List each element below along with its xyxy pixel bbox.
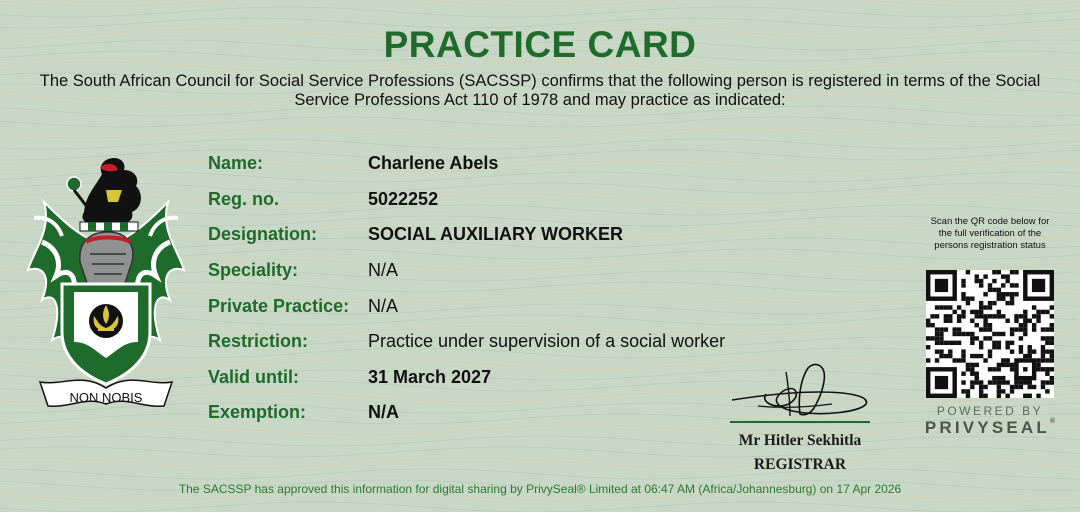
page-title: PRACTICE CARD	[383, 24, 697, 65]
field-row	[208, 146, 808, 182]
privyseal-brand-text: PRIVYSEAL	[924, 418, 1050, 437]
qr-instruction-line-2: the full verification of the	[938, 228, 1042, 239]
field-label: Designation:	[208, 224, 318, 245]
registrar-title: REGISTRAR	[753, 456, 847, 473]
field-label: Speciality:	[208, 260, 299, 281]
field-label: Private Practice:	[208, 295, 350, 316]
field-row	[208, 253, 808, 289]
footer-disclaimer: The SACSSP has approved this information for digital sharing by PrivySeal® Limited at 06:47 AM (Africa/Johannesburg) on 17 Apr 2026	[178, 482, 902, 496]
field-value: 5022252	[368, 188, 439, 209]
field-value: Practice under supervision of a social worker	[368, 331, 726, 352]
registrar-signature	[728, 360, 874, 424]
signature-line	[730, 421, 870, 423]
field-label: Valid until:	[208, 366, 300, 387]
field-value: 31 March 2027	[368, 366, 492, 387]
field-value: N/A	[368, 402, 399, 423]
qr-instructions	[915, 216, 1065, 252]
intro-line-2: Service Professions Act 110 of 1978 and may practice as indicated:	[294, 91, 786, 109]
field-value: Charlene Abels	[368, 153, 499, 174]
qr-code-icon[interactable]	[926, 270, 1054, 398]
registrar-name: Mr Hitler Sekhitla	[738, 432, 862, 449]
qr-instruction-line-3: persons registration status	[934, 240, 1046, 251]
field-value: N/A	[368, 260, 399, 281]
crest-motto: NON NOBIS	[69, 390, 143, 405]
field-row	[208, 360, 808, 396]
intro-line-1: The South African Council for Social Service Professions (SACSSP) confirms that the following person is registered in terms of the Social	[39, 72, 1041, 90]
field-row	[208, 395, 808, 431]
coat-of-arms-icon	[22, 150, 190, 412]
field-row	[208, 182, 808, 218]
field-value: N/A	[368, 295, 399, 316]
field-row	[208, 324, 808, 360]
field-row	[208, 288, 808, 324]
privyseal-logo	[900, 418, 1080, 438]
privyseal-registered-mark: ®	[1049, 418, 1056, 425]
qr-instruction-line-1: Scan the QR code below for	[930, 216, 1050, 227]
field-label: Name:	[208, 153, 264, 174]
field-row	[208, 217, 808, 253]
registration-details	[208, 146, 808, 431]
field-value: SOCIAL AUXILIARY WORKER	[368, 224, 624, 245]
powered-by-label: POWERED BY	[936, 404, 1044, 418]
field-label: Restriction:	[208, 331, 309, 352]
intro-text	[30, 72, 1050, 110]
field-label: Reg. no.	[208, 188, 279, 209]
field-label: Exemption:	[208, 402, 307, 423]
